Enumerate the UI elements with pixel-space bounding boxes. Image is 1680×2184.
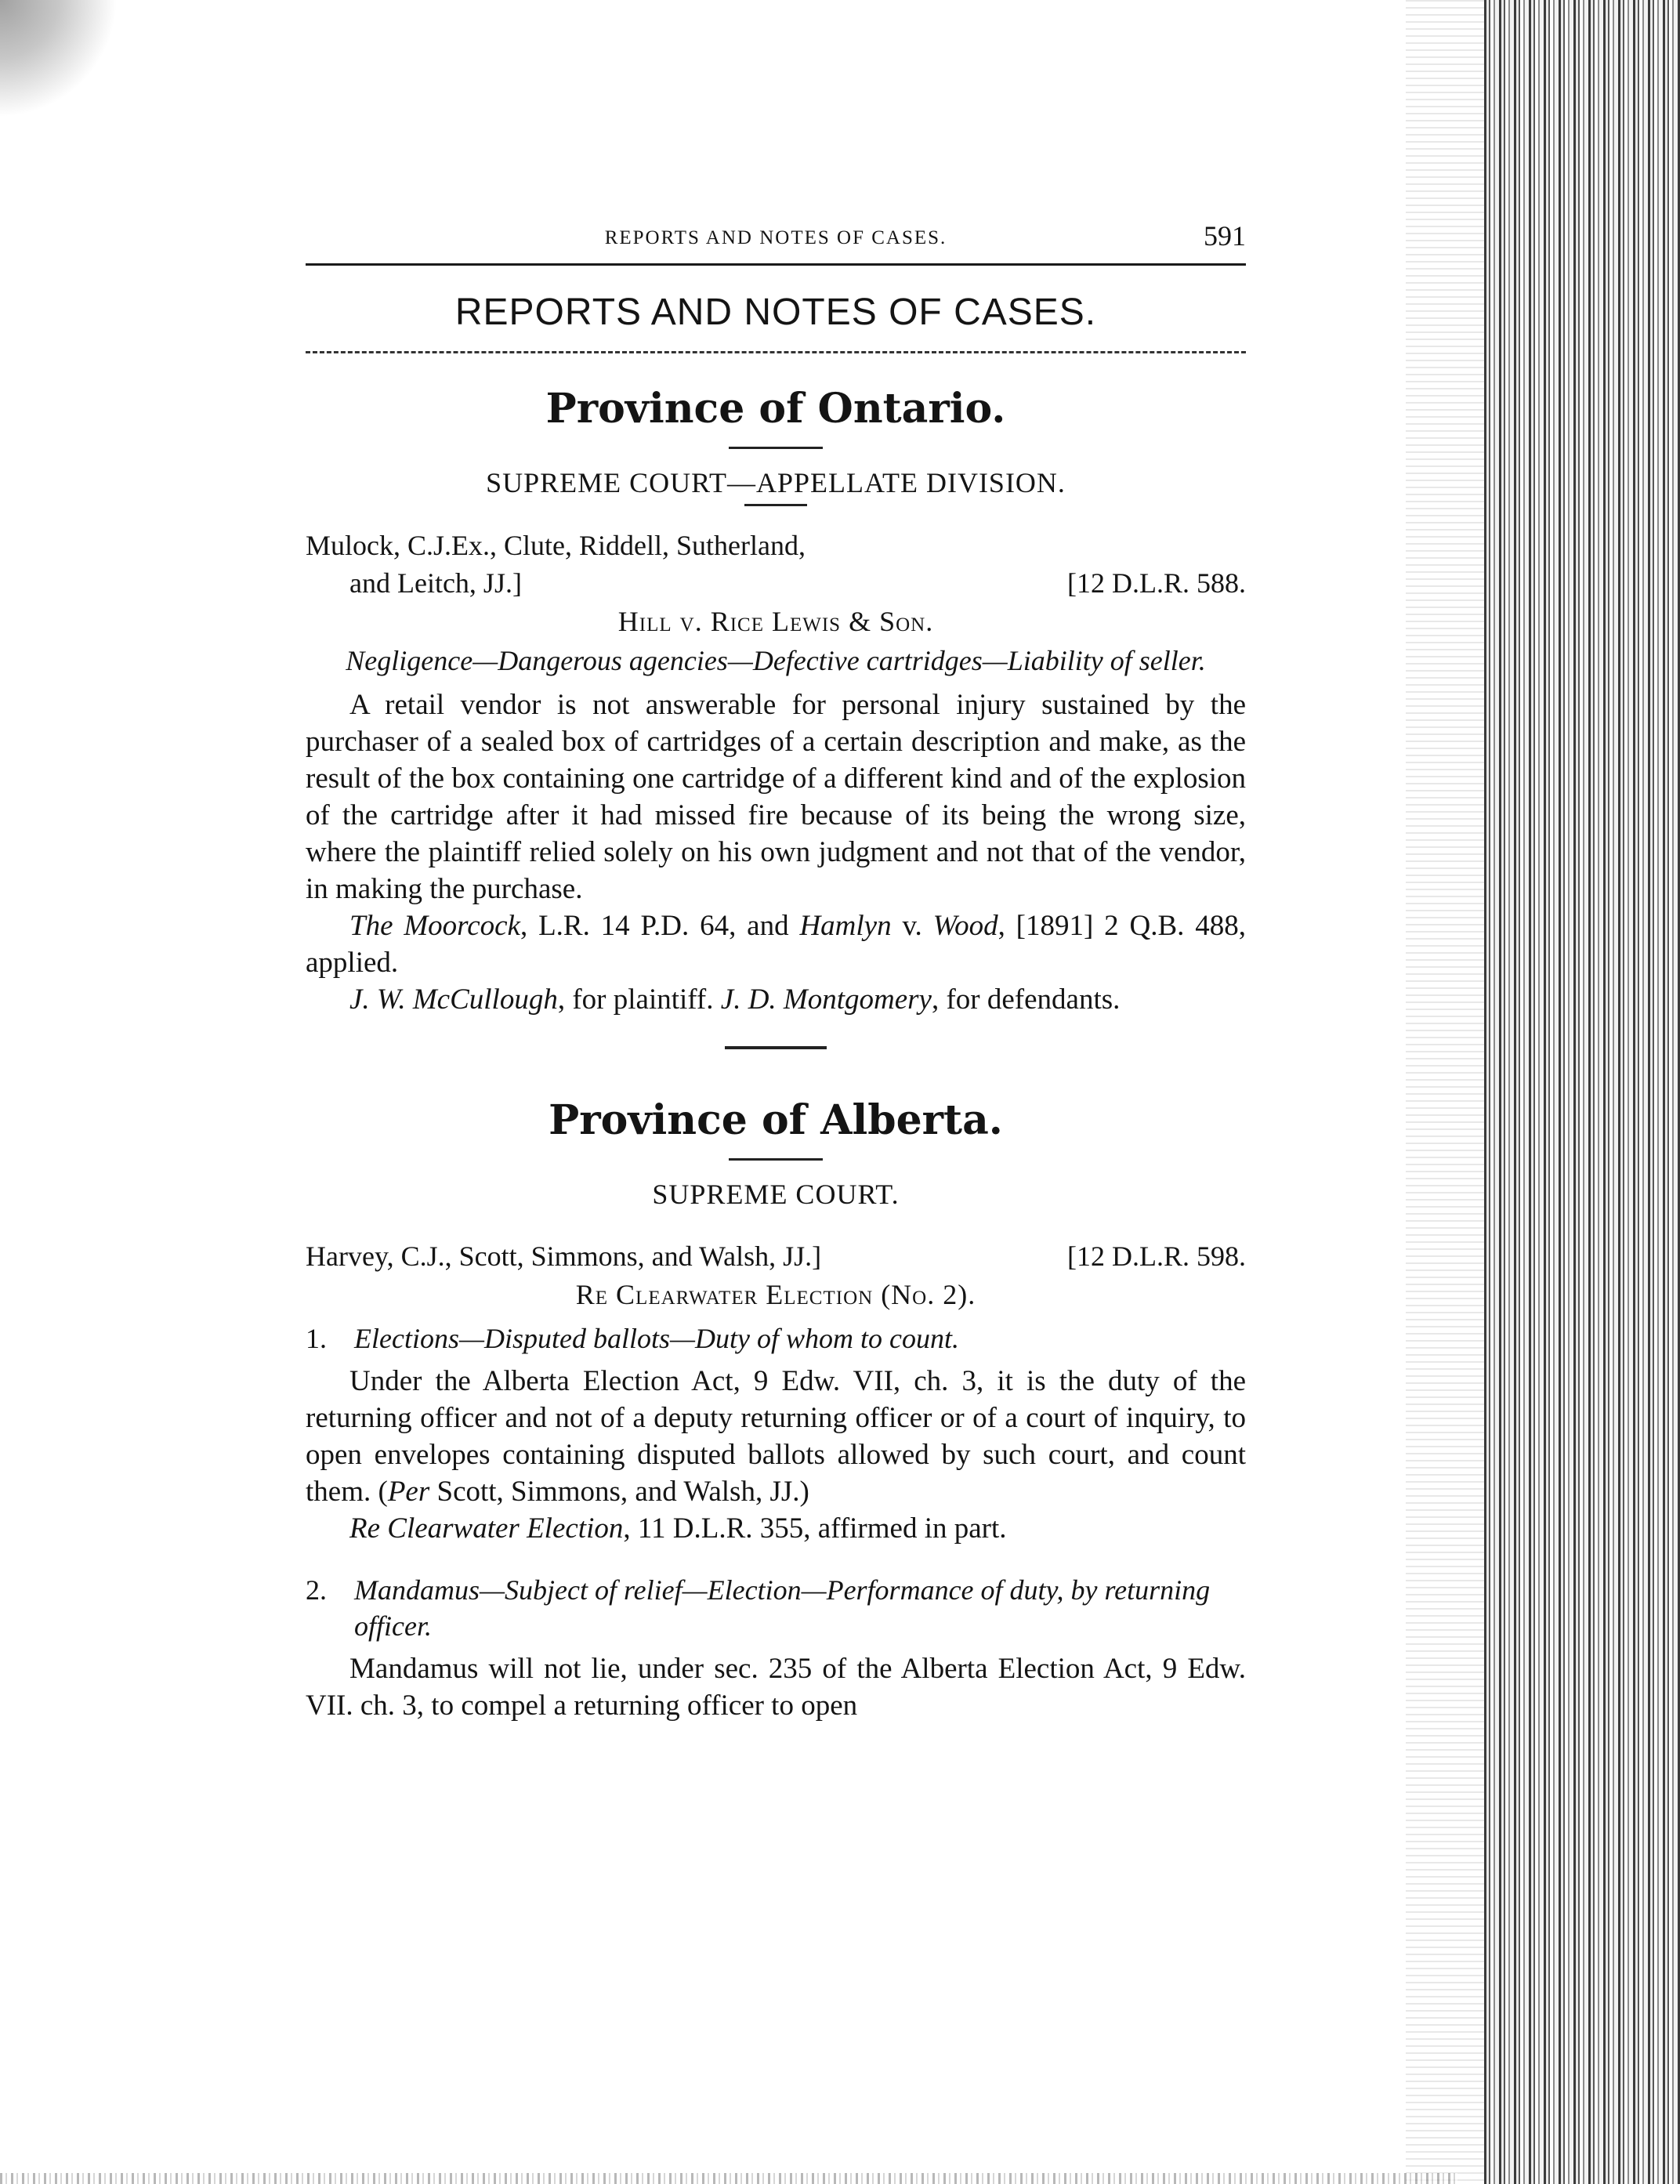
authority-cite-2: , [1891] 2 Q.B. 488, applied. [306, 910, 1246, 979]
authority-case-2b: Wood [932, 910, 998, 942]
authority-case-1: The Moorcock [349, 910, 520, 942]
note-1-heading [306, 1320, 1246, 1356]
note-1-text [306, 1363, 1246, 1510]
for-defendants: , for defendants. [931, 983, 1121, 1016]
judges-alberta [306, 1237, 1246, 1275]
note-1-authority-case: Re Clearwater Election [349, 1512, 624, 1545]
note-1-main: Under the Alberta Election Act, 9 Edw. VII, ch. 3, it is the duty of the returning officer and not of a deputy returning officer or of a court of inquiry, to open envelopes containing disputed ballots allowed by such court, and count them. ( [306, 1365, 1246, 1508]
note-1-tail: Scott, Simmons, and Walsh, JJ.) [429, 1476, 809, 1508]
note-1-authority [306, 1510, 1246, 1547]
heading-rule-alberta [729, 1158, 823, 1161]
court-rule [744, 504, 807, 506]
running-head [306, 210, 1246, 257]
case-name-alberta: Re Clearwater Election (No. 2). [575, 1279, 976, 1310]
page-number: 591 [1204, 220, 1246, 252]
section-title: REPORTS AND NOTES OF CASES. [454, 292, 1097, 333]
province-heading-alberta: Province of Alberta. [549, 1096, 1003, 1144]
header-rule [306, 263, 1246, 266]
plaintiff-counsel: J. W. McCullough [349, 983, 558, 1016]
section-divider [725, 1046, 827, 1049]
judges-ontario [306, 527, 1246, 602]
note-1-number: 1. [306, 1323, 327, 1354]
gutter-shadow [1406, 0, 1484, 2184]
note-2-number: 2. [306, 1574, 327, 1606]
note-1-authority-rest: , 11 D.L.R. 355, affirmed in part. [623, 1512, 1007, 1545]
authority-v: v. [891, 910, 933, 942]
province-heading-ontario: Province of Ontario. [545, 385, 1006, 433]
book-page-edges [1484, 0, 1680, 2184]
document-page [306, 210, 1246, 1724]
title-rule [306, 351, 1246, 353]
scan-shadow-bottom [0, 2173, 1457, 2184]
note-2-heading [306, 1572, 1246, 1644]
scan-shadow-top-left [0, 0, 118, 118]
citation-alberta: [12 D.L.R. 598. [1067, 1240, 1246, 1272]
headnote-ontario: Negligence—Dangerous agencies—Defective cartridges—Liability of seller. [346, 645, 1206, 676]
note-2-heading-text: Mandamus—Subject of relief—Election—Performance of duty, by returning officer. [354, 1574, 1211, 1642]
court-name-alberta: SUPREME COURT. [652, 1179, 900, 1210]
authority-cite-1: , L.R. 14 P.D. 64, and [520, 910, 800, 942]
note-1-per: Per [387, 1476, 430, 1508]
defendant-counsel: J. D. Montgomery [720, 983, 932, 1016]
citation-ontario: [12 D.L.R. 588. [1067, 567, 1246, 599]
heading-rule [729, 447, 823, 449]
running-head-title: REPORTS AND NOTES OF CASES. [604, 227, 947, 248]
judges-line-2: and Leitch, JJ.] [349, 567, 522, 599]
judges-line-alberta: Harvey, C.J., Scott, Simmons, and Walsh, JJ.] [306, 1240, 822, 1272]
judges-line-1: Mulock, C.J.Ex., Clute, Riddell, Sutherland, [306, 530, 806, 561]
paragraph-counsel [306, 981, 1246, 1018]
paragraph-authorities [306, 907, 1246, 981]
for-plaintiff: , for plaintiff. [557, 983, 721, 1016]
authority-case-2: Hamlyn [799, 910, 892, 942]
note-1-heading-text: Elections—Disputed ballots—Duty of whom to count. [354, 1323, 959, 1354]
court-name-ontario: SUPREME COURT—APPELLATE DIVISION. [486, 467, 1066, 498]
case-name-ontario: Hill v. Rice Lewis & Son. [617, 606, 934, 637]
paragraph-holding: A retail vendor is not answerable for personal injury sustained by the purchaser of a sealed box of cartridges of a certain description and make, as the result of the box containing one cartridge of a different kind and of the explosion of the cartridge after it had missed fire because of its being the wrong size, where the plaintiff relied solely on his own judgment and not that of the vendor, in making the purchase. [306, 689, 1246, 905]
note-2-text: Mandamus will not lie, under sec. 235 of the Alberta Election Act, 9 Edw. VII. ch. 3, to compel a returning officer to open [306, 1653, 1246, 1722]
